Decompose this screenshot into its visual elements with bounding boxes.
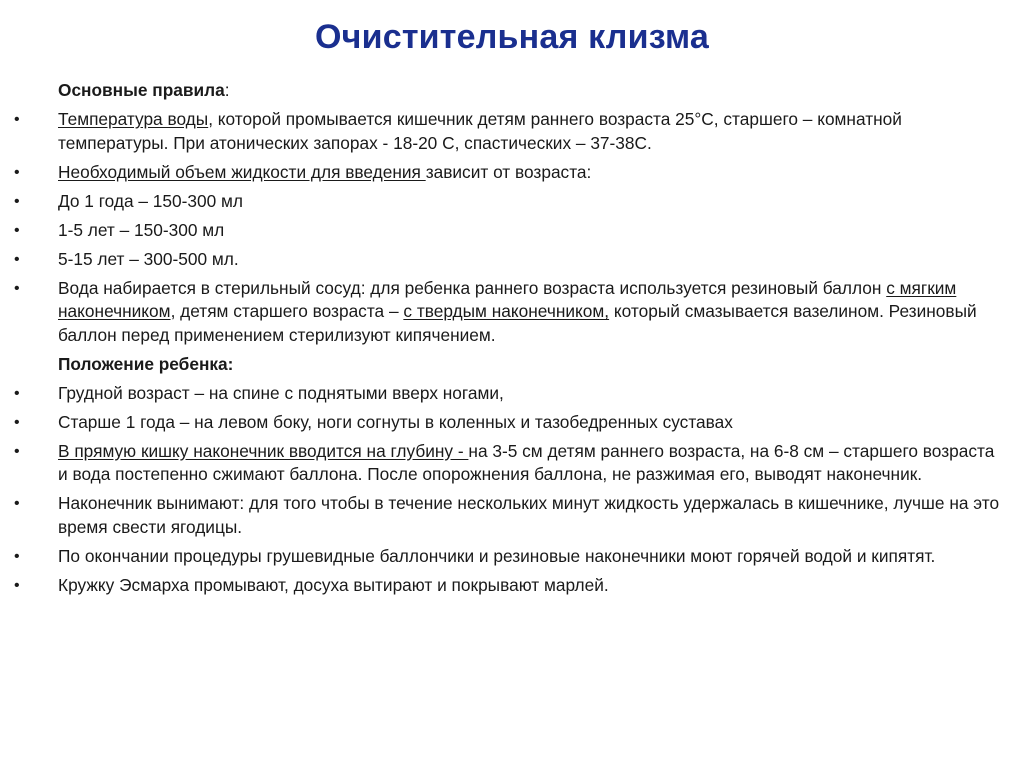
bold-text: Положение ребенка: [58,353,234,374]
item-text [58,383,504,403]
item-text [58,220,224,240]
item-text [58,278,977,345]
slide-body [14,79,1004,603]
text-segment: который смазывается вазелином. Резиновый баллон перед применением стерилизуют кипячением. [58,301,977,345]
bullet-item [14,382,1004,406]
text-segment: , детям старшего возраста – [170,301,404,321]
bullet-item [14,411,1004,435]
bullet-icon: • [14,221,20,239]
bullet-icon: • [14,547,20,565]
bullet-item [14,190,1004,214]
item-text [58,441,994,485]
bullet-item [14,248,1004,272]
text-segment: на 3-5 см детям раннего возраста, на 6-8 см – старшего возраста и вода постепенно сжимают баллона. После опорожнения баллона, не разжимая его, выводят наконечник. [58,440,995,484]
item-text [58,191,243,211]
underlined-text: с твердым наконечником, [403,301,610,321]
bullet-icon: • [14,413,20,431]
underlined-text: с мягким наконечником [58,277,957,321]
underlined-text: В прямую кишку наконечник вводится на глубину - [58,440,469,461]
section-heading [14,353,1004,377]
item-text [58,493,999,537]
item-text [58,412,733,432]
text-segment: Кружку Эсмарха промывают, досуха вытирают и покрывают марлей. [58,574,609,595]
bullet-icon: • [14,576,20,594]
item-text [58,109,902,153]
bold-text: Основные правила [58,80,225,100]
bullet-icon: • [14,279,20,297]
bullet-item [14,219,1004,243]
text-segment: : [224,80,230,100]
bullet-item [14,161,1004,185]
text-segment: До 1 года – 150-300 мл [58,190,243,211]
item-text [58,546,935,566]
underlined-text: Необходимый объем жидкости для введения [58,161,426,182]
bullet-item [14,574,1004,598]
bullet-item [14,277,1004,348]
bullet-item [14,440,1004,487]
text-segment: , которой промывается кишечник детям раннего возраста 25°С, старшего – комнатной температуры. При атонических запорах - 18-20 С, спастических – 37-38С. [58,109,902,153]
text-segment: По окончании процедуры грушевидные баллончики и резиновые наконечники моют горячей водой и кипятят. [58,545,936,566]
text-segment: Старше 1 года – на левом боку, ноги согнуты в коленных и тазобедренных суставах [58,411,733,432]
bullet-item [14,108,1004,155]
bullet-icon: • [14,495,20,512]
bullet-icon: • [14,442,20,460]
text-segment: 5-15 лет – 300-500 мл. [58,248,239,269]
item-text [58,354,233,374]
bullet-icon: • [14,250,20,268]
item-text [58,575,609,595]
bullet-item [14,492,1004,539]
underlined-text: Температура воды [58,109,209,129]
text-segment: Грудной возраст – на спине с поднятыми вверх ногами, [58,382,504,403]
bullet-icon: • [14,192,20,210]
section-heading [14,79,1004,103]
slide-title: Очистительная клизма [315,18,709,56]
item-text [58,80,230,100]
bullet-item [14,545,1004,569]
bullet-icon: • [14,163,20,181]
text-segment: зависит от возраста: [425,161,592,182]
bullet-icon: • [14,384,20,402]
text-segment: Наконечник вынимают: для того чтобы в течение нескольких минут жидкость удержалась в кишечнике, лучше на это время свести ягодицы. [58,493,1000,537]
item-text [58,249,239,269]
text-segment: Вода набирается в стерильный сосуд: для ребенка раннего возраста используется резиновый баллон [58,277,887,298]
text-segment: 1-5 лет – 150-300 мл [58,219,225,240]
bullet-icon: • [14,111,20,128]
item-text [58,162,591,182]
